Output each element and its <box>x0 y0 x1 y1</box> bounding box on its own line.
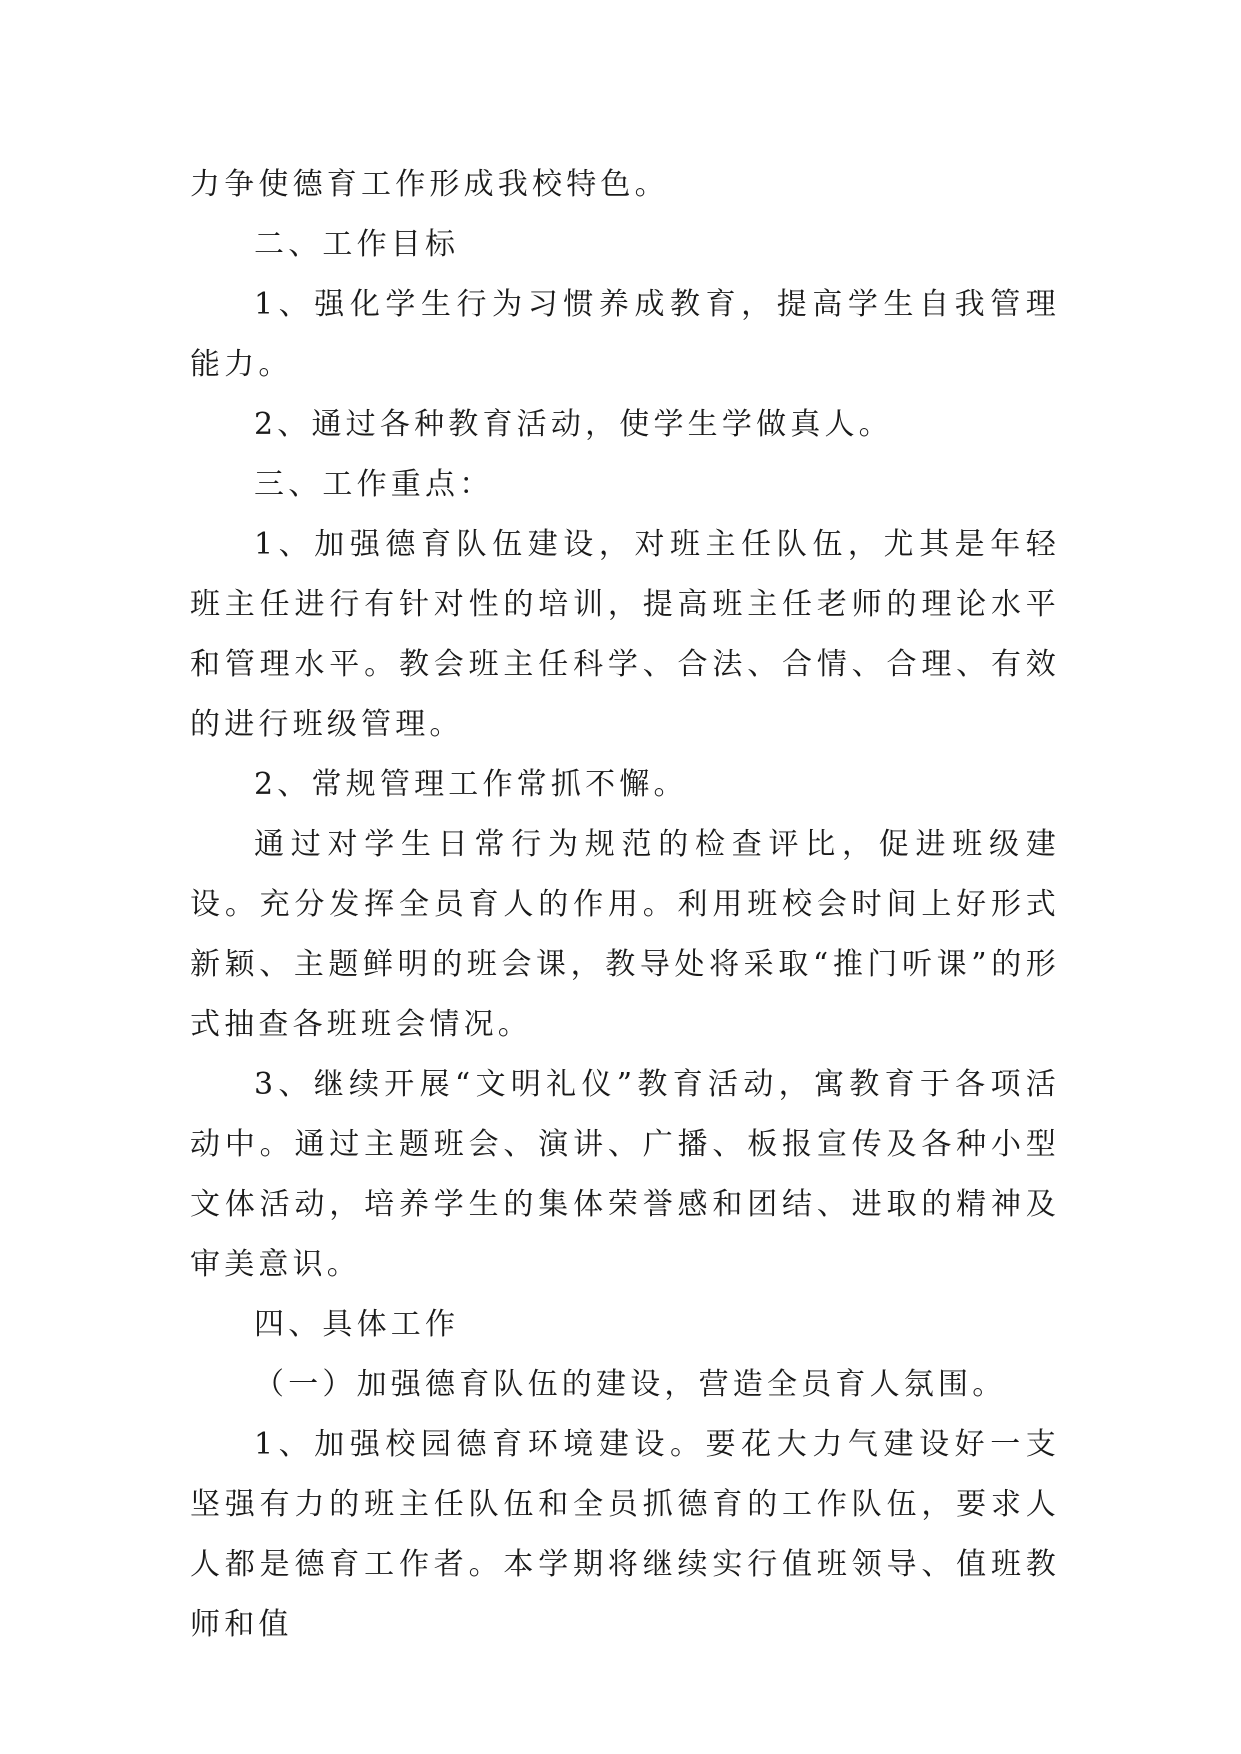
goal-item-2: 2、通过各种教育活动，使学生学做真人。 <box>254 407 893 442</box>
section-heading-specific-work: 四、具体工作 <box>254 1307 460 1342</box>
subsection-heading-team: （一）加强德育队伍的建设，营造全员育人氛围。 <box>254 1367 1007 1402</box>
focus-item-2: 2、常规管理工作常抓不懈。 <box>254 767 688 802</box>
paragraph-continuation: 力争使德育工作形成我校特色。 <box>190 167 669 202</box>
focus-item-2-detail: 通过对学生日常行为规范的检查评比，促进班级建设。充分发挥全员育人的作用。利用班校会时间上好形式新颖、主题鲜明的班会课，教导处将采取“推门听课”的形式抽查各班班会情况。 <box>190 827 1060 1042</box>
document-body <box>190 155 1060 1655</box>
focus-item-3: 3、继续开展“文明礼仪”教育活动，寓教育于各项活动中。通过主题班会、演讲、广播、板报宣传及各种小型文体活动，培养学生的集体荣誉感和团结、进取的精神及审美意识。 <box>190 1067 1060 1282</box>
section-heading-focus: 三、工作重点： <box>254 467 494 502</box>
focus-item-1: 1、加强德育队伍建设，对班主任队伍，尤其是年轻班主任进行有针对性的培训，提高班主任老师的理论水平和管理水平。教会班主任科学、合法、合情、合理、有效的进行班级管理。 <box>190 527 1060 742</box>
goal-item-1: 1、强化学生行为习惯养成教育，提高学生自我管理能力。 <box>190 287 1060 382</box>
specific-work-item-1: 1、加强校园德育环境建设。要花大力气建设好一支坚强有力的班主任队伍和全员抓德育的工作队伍，要求人人都是德育工作者。本学期将继续实行值班领导、值班教师和值 <box>190 1427 1060 1642</box>
section-heading-goals: 二、工作目标 <box>254 227 460 262</box>
